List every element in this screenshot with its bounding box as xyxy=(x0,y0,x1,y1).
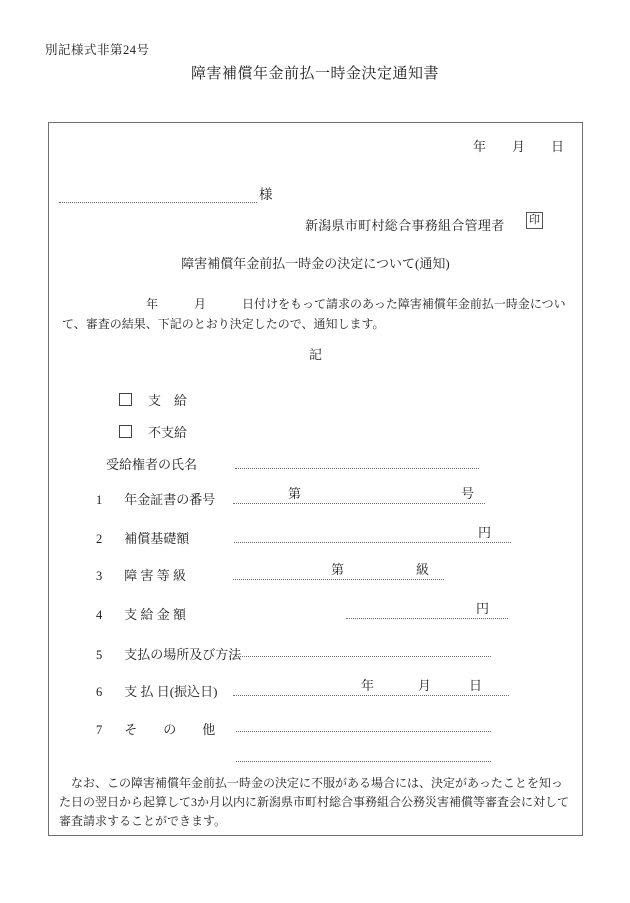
year-marker: 年 xyxy=(361,678,375,693)
item-2-number: 2 xyxy=(96,532,103,546)
pension-certificate-number-field[interactable] xyxy=(233,485,485,504)
document-title: 障害補償年金前払一時金決定通知書 xyxy=(190,66,439,82)
yen-marker: 円 xyxy=(476,601,490,616)
addressee-suffix-label: 様 xyxy=(259,187,273,202)
recipient-name-field[interactable] xyxy=(235,450,479,469)
item-5-label: 支払の場所及び方法 xyxy=(124,647,242,662)
kyuu-marker: 級 xyxy=(416,562,430,577)
payment-date-field[interactable] xyxy=(233,677,509,696)
other-notes-field-line1[interactable] xyxy=(236,713,491,732)
item-5-label-row xyxy=(96,644,241,663)
gou-marker: 号 xyxy=(461,486,475,501)
ki-heading: 記 xyxy=(308,347,322,362)
issuer-name: 新潟県市町村総合事務組合管理者 xyxy=(305,218,505,233)
dai-marker: 第 xyxy=(331,562,345,577)
checkbox-no-pay[interactable] xyxy=(119,425,132,438)
item-2-label: 補償基礎額 xyxy=(124,531,190,546)
item-6-label-row xyxy=(96,681,217,700)
compensation-base-amount-field[interactable] xyxy=(234,524,511,543)
payment-amount-field[interactable] xyxy=(346,600,508,619)
item-4-label: 支 給 金 額 xyxy=(124,607,187,622)
notice-box xyxy=(48,122,583,836)
item-1-label: 年金証書の番号 xyxy=(124,492,216,507)
item-7-label: そ の 他 xyxy=(124,722,216,737)
addressee-row xyxy=(59,183,273,203)
item-1-label-row xyxy=(96,489,215,508)
issue-date-line: 年 月 日 xyxy=(472,139,564,154)
body-paragraph: 年 月 日付けをもって請求のあった障害補償年金前払一時金について、審査の結果、下記のとおり決定したので、通知します。 xyxy=(62,297,566,331)
item-1-number: 1 xyxy=(96,493,103,507)
payment-place-method-field[interactable] xyxy=(236,638,491,657)
checkbox-pay-label: 支 給 xyxy=(148,392,188,408)
item-7-number: 7 xyxy=(96,723,103,737)
no-pay-option-row xyxy=(119,423,187,439)
notice-subject: 障害補償年金前払一時金の決定について(通知) xyxy=(181,256,450,271)
checkbox-no-pay-label: 不支給 xyxy=(148,424,188,440)
item-7-label-row xyxy=(96,719,215,738)
addressee-name-field[interactable] xyxy=(59,184,257,203)
item-5-number: 5 xyxy=(96,648,103,662)
item-2-label-row xyxy=(96,528,189,547)
checkbox-pay[interactable] xyxy=(119,393,132,406)
item-4-label-row xyxy=(96,604,186,623)
item-6-number: 6 xyxy=(96,685,103,699)
item-6-label: 支 払 日(振込日) xyxy=(124,684,218,699)
yen-marker: 円 xyxy=(478,525,492,540)
other-notes-field-line2[interactable] xyxy=(236,743,491,762)
pay-option-row xyxy=(119,391,187,407)
seal-mark: 印 xyxy=(526,212,543,229)
item-3-label-row xyxy=(96,565,186,584)
item-3-number: 3 xyxy=(96,569,103,583)
dai-marker: 第 xyxy=(288,486,302,501)
month-marker: 月 xyxy=(418,678,432,693)
appeal-notice-paragraph: なお、この障害補償年金前払一時金の決定に不服がある場合には、決定があったことを知った日の翌日から起算して3か月以内に新潟県市町村総合事務組合公務災害補償等審査会に対して審査請求することができます。 xyxy=(59,776,570,828)
item-4-number: 4 xyxy=(96,608,103,622)
recipient-name-label: 受給権者の氏名 xyxy=(106,457,198,472)
disability-grade-field[interactable] xyxy=(233,561,444,580)
form-number: 別記様式非第24号 xyxy=(45,43,150,57)
day-marker: 日 xyxy=(469,678,483,693)
item-3-label: 障 害 等 級 xyxy=(124,568,187,583)
